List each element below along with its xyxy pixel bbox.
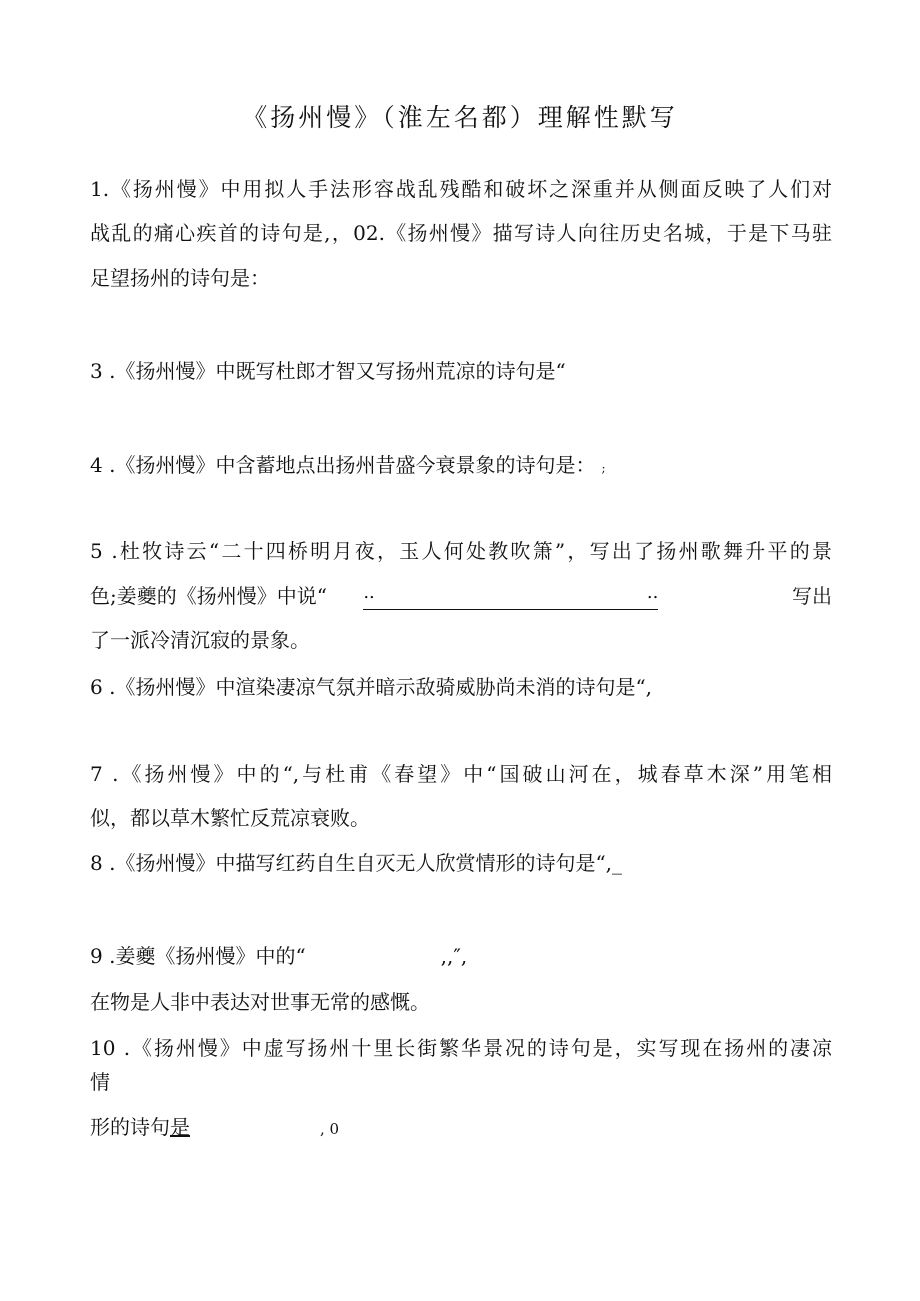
q6-line: 6 .《扬州慢》中渲染凄凉气氛并暗示敌骑威胁尚未消的诗句是“, [90,675,653,699]
q3-line: 3 .《扬州慢》中既写杜郎才智又写扬州荒凉的诗句是“ [90,359,566,383]
q5-line2 [90,582,832,610]
q10-line3-end: , 0 [320,1120,340,1138]
q1-line2: 战乱的痛心疾首的诗句是,，02.《扬州慢》描写诗人向往历史名城，于是下马驻 [90,221,832,245]
q5-dots-right: .. [646,582,659,603]
q9-line1 [90,942,467,970]
q5-line2-end: 写出 [792,584,832,608]
q7-line1: 7 .《扬州慢》中的“,与杜甫《春望》中“国破山河在，城春草木深”用笔相 [90,762,832,786]
q10-line3 [90,1113,339,1143]
q4-tail: ; [601,461,606,475]
q10-line3-underlined: 是 [170,1115,190,1139]
q4-line [90,451,606,482]
q1-line3: 足望扬州的诗句是： [90,266,270,290]
q4-text: 4 .《扬州慢》中含蓄地点出扬州昔盛今衰景象的诗句是： [90,453,596,477]
q5-line2-start: 色;姜夔的《扬州慢》中说“ [90,584,327,608]
q7-line2: 似，都以草木繁忙反荒凉衰败。 [90,806,370,830]
q5-dots-left: .. [363,582,375,603]
q8-line: 8 .《扬州慢》中描写红药自生自灭无人欣赏情形的诗句是“,_ [90,851,623,875]
q5-blank [363,582,659,610]
q10-line2: 情 [90,1070,110,1094]
q9-line2: 在物是人非中表达对世事无常的感慨。 [90,990,430,1014]
page-title: 《扬州慢》（淮左名都）理解性默写 [242,103,678,132]
q9-start: 9 .姜夔《扬州慢》中的“ [90,944,306,968]
q10-line1: 10 .《扬州慢》中虚写扬州十里长街繁华景况的诗句是，实写现在扬州的凄凉 [90,1036,832,1060]
q5-line1: 5 .杜牧诗云“二十四桥明月夜，玉人何处教吹箫”，写出了扬州歌舞升平的景 [90,539,832,563]
q1-line1: 1.《扬州慢》中用拟人手法形容战乱残酷和破坏之深重并从侧面反映了人们对 [90,177,832,201]
q5-line3: 了一派冷清沉寂的景象。 [90,628,310,652]
q9-end: ,,″, [440,944,468,968]
q10-line3-start: 形的诗句 [90,1115,170,1139]
